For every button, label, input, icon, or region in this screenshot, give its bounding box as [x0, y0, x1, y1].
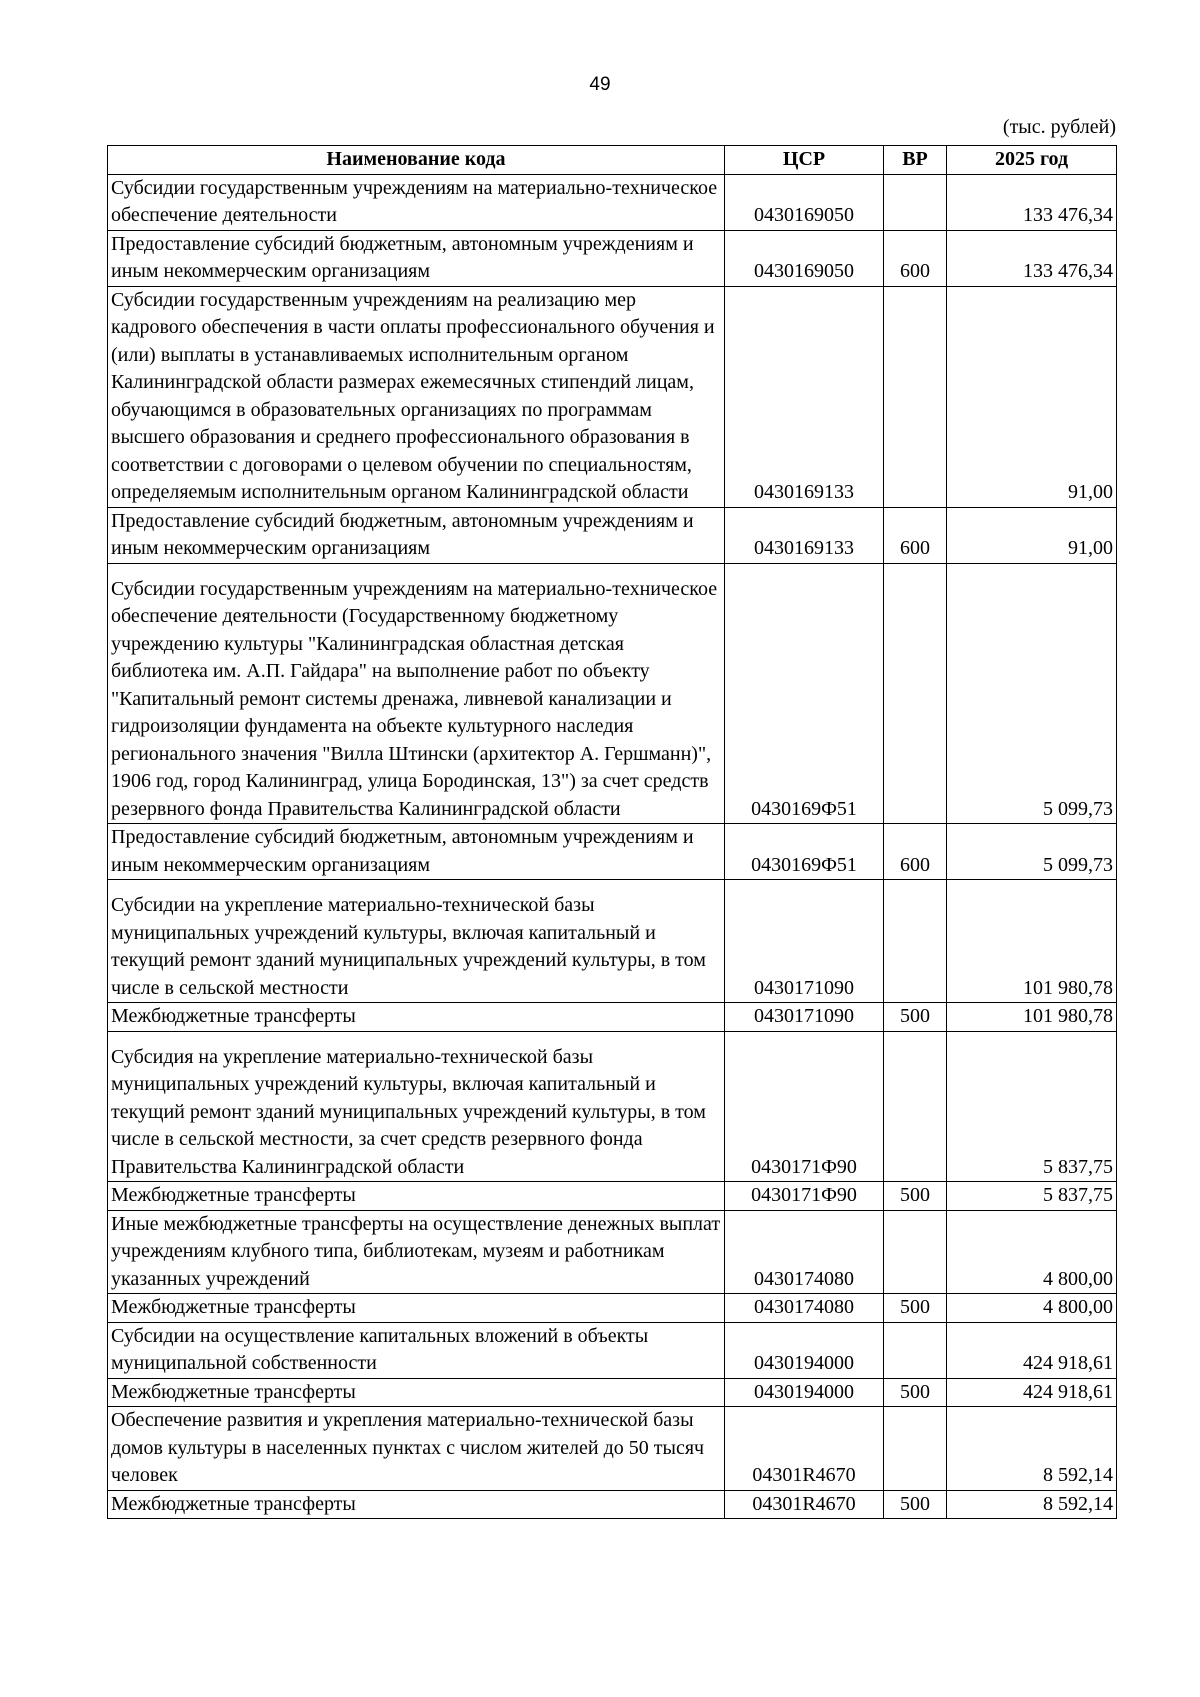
cell-value: 4 800,00	[947, 1294, 1117, 1323]
cell-vr: 600	[884, 507, 947, 563]
header-csr: ЦСР	[725, 146, 884, 175]
cell-value: 133 476,34	[947, 174, 1117, 230]
page-number: 49	[589, 74, 611, 95]
cell-vr	[884, 1322, 947, 1378]
cell-csr: 0430169133	[725, 286, 884, 507]
cell-csr: 0430174080	[725, 1210, 884, 1294]
cell-name: Межбюджетные трансферты	[108, 1182, 725, 1211]
cell-name: Предоставление субсидий бюджетным, автономным учреждениям и иным некоммерческим организациям	[108, 230, 725, 286]
cell-csr: 04301R4670	[725, 1490, 884, 1519]
cell-csr: 0430194000	[725, 1378, 884, 1407]
cell-csr: 0430194000	[725, 1322, 884, 1378]
cell-csr: 0430169050	[725, 174, 884, 230]
table-row	[108, 286, 1117, 507]
table-row	[108, 1182, 1117, 1211]
header-year: 2025 год	[947, 146, 1117, 175]
cell-vr	[884, 563, 947, 824]
cell-name: Межбюджетные трансферты	[108, 1003, 725, 1032]
cell-csr: 0430171090	[725, 880, 884, 1003]
cell-name: Межбюджетные трансферты	[108, 1490, 725, 1519]
cell-name: Обеспечение развития и укрепления материально-технической базы домов культуры в населенных пунктах с числом жителей до 50 тысяч человек	[108, 1407, 725, 1491]
table-row	[108, 1490, 1117, 1519]
cell-value: 8 592,14	[947, 1407, 1117, 1491]
table-row	[108, 1294, 1117, 1323]
cell-value: 424 918,61	[947, 1322, 1117, 1378]
cell-name: Иные межбюджетные трансферты на осуществление денежных выплат учреждениям клубного типа, библиотекам, музеям и работникам указанных учреждений	[108, 1210, 725, 1294]
cell-value: 424 918,61	[947, 1378, 1117, 1407]
cell-name: Субсидия на укрепление материально-технической базы муниципальных учреждений культуры, включая капитальный и текущий ремонт зданий муниципальных учреждений культуры, в том числе в сельской местности, за счет средств резервного фонда Правительства Калининградской области	[108, 1031, 725, 1182]
cell-name: Межбюджетные трансферты	[108, 1378, 725, 1407]
cell-name: Субсидии государственным учреждениям на материально-техническое обеспечение деятельности (Государственному бюджетному учреждению культуры "Калининградская областная детская библиотека им. А.П. Гайдара" на выполнение работ по объекту "Капитальный ремонт системы дренажа, ливневой канализации и гидроизоляции фундамента на объекте культурного наследия регионального значения "Вилла Штински (архитектор А. Гершманн)", 1906 год, город Калининград, улица Бородинская, 13") за счет средств резервного фонда Правительства Калининградской области	[108, 563, 725, 824]
cell-value: 91,00	[947, 286, 1117, 507]
cell-value: 5 837,75	[947, 1182, 1117, 1211]
cell-name: Субсидии на укрепление материально-технической базы муниципальных учреждений культуры, включая капитальный и текущий ремонт зданий муниципальных учреждений культуры, в том числе в сельской местности	[108, 880, 725, 1003]
cell-vr	[884, 174, 947, 230]
cell-value: 8 592,14	[947, 1490, 1117, 1519]
cell-value: 133 476,34	[947, 230, 1117, 286]
table-row	[108, 880, 1117, 1003]
table-row	[108, 1378, 1117, 1407]
cell-name: Субсидии государственным учреждениям на материально-техническое обеспечение деятельности	[108, 174, 725, 230]
cell-csr: 04301R4670	[725, 1407, 884, 1491]
header-vr: ВР	[884, 146, 947, 175]
table-row	[108, 824, 1117, 880]
budget-table	[107, 145, 1117, 1519]
header-name: Наименование кода	[108, 146, 725, 175]
cell-csr: 0430169Ф51	[725, 824, 884, 880]
cell-csr: 0430169050	[725, 230, 884, 286]
cell-vr: 600	[884, 230, 947, 286]
units-label: (тыс. рублей)	[1002, 116, 1116, 138]
cell-value: 91,00	[947, 507, 1117, 563]
table-row	[108, 1031, 1117, 1182]
cell-name: Субсидии на осуществление капитальных вложений в объекты муниципальной собственности	[108, 1322, 725, 1378]
cell-vr: 500	[884, 1490, 947, 1519]
cell-csr: 0430169Ф51	[725, 563, 884, 824]
table-row	[108, 1210, 1117, 1294]
cell-csr: 0430169133	[725, 507, 884, 563]
table-row	[108, 1322, 1117, 1378]
table-row	[108, 507, 1117, 563]
cell-name: Предоставление субсидий бюджетным, автономным учреждениям и иным некоммерческим организациям	[108, 507, 725, 563]
cell-value: 4 800,00	[947, 1210, 1117, 1294]
cell-vr: 600	[884, 824, 947, 880]
cell-vr: 500	[884, 1182, 947, 1211]
cell-csr: 0430171Ф90	[725, 1031, 884, 1182]
table-row	[108, 1407, 1117, 1491]
cell-vr: 500	[884, 1003, 947, 1032]
cell-vr	[884, 1407, 947, 1491]
cell-csr: 0430171090	[725, 1003, 884, 1032]
cell-csr: 0430174080	[725, 1294, 884, 1323]
cell-vr	[884, 286, 947, 507]
cell-name: Межбюджетные трансферты	[108, 1294, 725, 1323]
table-header-row	[108, 146, 1117, 175]
cell-vr: 500	[884, 1378, 947, 1407]
cell-value: 101 980,78	[947, 880, 1117, 1003]
table-row	[108, 230, 1117, 286]
cell-value: 5 837,75	[947, 1031, 1117, 1182]
cell-vr: 500	[884, 1294, 947, 1323]
cell-value: 5 099,73	[947, 563, 1117, 824]
table-row	[108, 1003, 1117, 1032]
table-row	[108, 563, 1117, 824]
cell-vr	[884, 1031, 947, 1182]
table-row	[108, 174, 1117, 230]
cell-vr	[884, 1210, 947, 1294]
cell-value: 101 980,78	[947, 1003, 1117, 1032]
cell-name: Предоставление субсидий бюджетным, автономным учреждениям и иным некоммерческим организациям	[108, 824, 725, 880]
cell-csr: 0430171Ф90	[725, 1182, 884, 1211]
cell-name: Субсидии государственным учреждениям на реализацию мер кадрового обеспечения в части оплаты профессионального обучения и (или) выплаты в устанавливаемых исполнительным органом Калининградской области размерах ежемесячных стипендий лицам, обучающимся в образовательных организациях по программам высшего образования и среднего профессионального образования в соответствии с договорами о целевом обучении по специальностям, определяемым исполнительным органом Калининградской области	[108, 286, 725, 507]
cell-value: 5 099,73	[947, 824, 1117, 880]
cell-vr	[884, 880, 947, 1003]
